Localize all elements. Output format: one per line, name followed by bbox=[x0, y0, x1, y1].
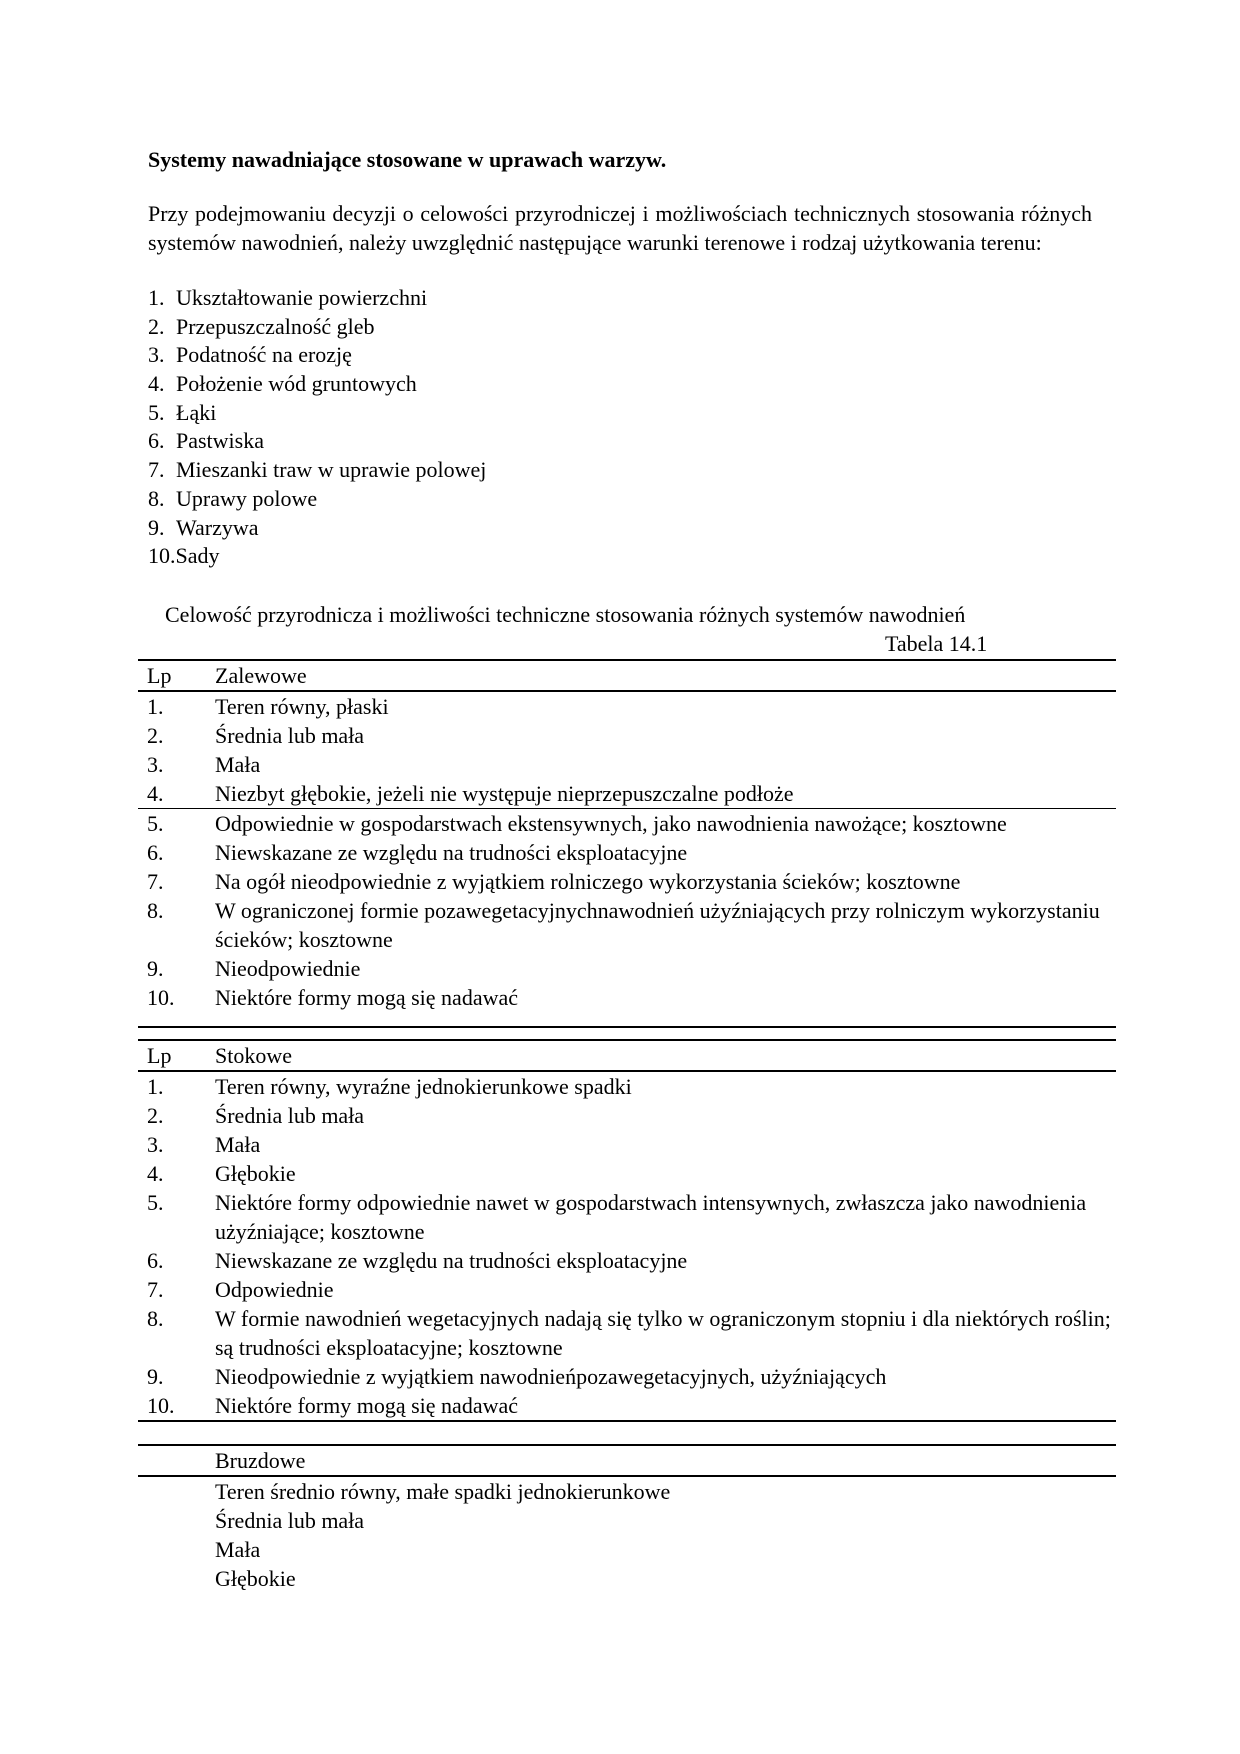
row-lp: 4. bbox=[147, 781, 164, 806]
list-item bbox=[148, 341, 1048, 370]
row-lp: 2. bbox=[147, 723, 164, 748]
row-text: Teren równy, płaski bbox=[215, 694, 389, 719]
system-name: Zalewowe bbox=[215, 663, 307, 688]
list-number: 2. bbox=[148, 313, 165, 339]
table-header bbox=[138, 1041, 1116, 1070]
table-bruzdowe bbox=[138, 1444, 1116, 1593]
list-number: 8. bbox=[148, 485, 165, 511]
table-row bbox=[138, 1246, 1116, 1275]
table-stokowe bbox=[138, 1039, 1116, 1422]
row-lp bbox=[138, 1506, 215, 1535]
list-item bbox=[148, 284, 1048, 313]
list-number: 3. bbox=[148, 342, 165, 368]
table-row bbox=[138, 721, 1116, 750]
table-row bbox=[138, 1072, 1116, 1101]
table-row bbox=[138, 838, 1116, 867]
list-text: Pastwiska bbox=[176, 428, 264, 454]
document-title: Systemy nawadniające stosowane w uprawach warzyw. bbox=[148, 147, 667, 172]
table-row bbox=[138, 896, 1116, 954]
row-lp: 5. bbox=[147, 811, 164, 836]
table-row bbox=[138, 1506, 1116, 1535]
table-row bbox=[138, 750, 1116, 779]
row-text: Na ogół nieodpowiednie z wyjątkiem rolniczego wykorzystania ścieków; kosztowne bbox=[215, 869, 961, 894]
row-lp bbox=[138, 1477, 215, 1506]
list-text: Podatność na erozję bbox=[176, 342, 352, 368]
row-lp: 2. bbox=[147, 1103, 164, 1128]
intro-paragraph: Przy podejmowaniu decyzji o celowości przyrodniczej i możliwościach technicznych stosowania różnych systemów nawodnień, należy uwzględnić następujące warunki terenowe i rodzaj użytkowania terenu: bbox=[148, 201, 1092, 255]
table-header bbox=[138, 661, 1116, 690]
row-text: Niektóre formy mogą się nadawać bbox=[215, 1393, 518, 1418]
row-lp: 3. bbox=[147, 752, 164, 777]
row-text: Głębokie bbox=[215, 1161, 296, 1186]
row-text: W formie nawodnień wegetacyjnych nadają się tylko w ograniczonym stopniu i dla niektórych roślin; są trudności eksploatacyjne; kosztowne bbox=[215, 1306, 1111, 1360]
row-text: Teren średnio równy, małe spadki jednokierunkowe bbox=[215, 1479, 671, 1504]
list-item bbox=[148, 427, 1048, 456]
row-lp bbox=[138, 1564, 215, 1593]
row-text: Mała bbox=[215, 1132, 261, 1157]
row-text: W ograniczonej formie pozawegetacyjnychnawodnień użyźniających przy rolniczym wykorzystaniu ścieków; kosztowne bbox=[215, 898, 1100, 952]
row-text: Odpowiednie w gospodarstwach ekstensywnych, jako nawodnienia nawożące; kosztowne bbox=[215, 811, 1007, 836]
list-text: Ukształtowanie powierzchni bbox=[176, 285, 428, 310]
lp-header: Lp bbox=[147, 1043, 172, 1068]
list-item bbox=[148, 399, 1048, 428]
row-lp: 3. bbox=[147, 1132, 164, 1157]
row-lp bbox=[138, 1535, 215, 1564]
list-text: Przepuszczalność gleb bbox=[176, 313, 375, 339]
lp-header: Lp bbox=[147, 663, 172, 688]
table-row bbox=[138, 1362, 1116, 1391]
list-number: 1. bbox=[148, 285, 165, 310]
row-text: Mała bbox=[215, 752, 261, 777]
row-lp: 6. bbox=[147, 1248, 164, 1273]
row-lp: 10. bbox=[147, 985, 175, 1010]
list-number: 10. bbox=[148, 543, 176, 569]
row-lp: 9. bbox=[147, 1364, 164, 1389]
table-row bbox=[138, 954, 1116, 983]
lp-header bbox=[138, 1446, 215, 1475]
row-text: Niewskazane ze względu na trudności eksploatacyjne bbox=[215, 840, 688, 865]
table-row bbox=[138, 1477, 1116, 1506]
row-text: Nieodpowiednie z wyjątkiem nawodnieńpozawegetacyjnych, użyźniających bbox=[215, 1364, 887, 1389]
list-number: 7. bbox=[148, 457, 165, 483]
list-item bbox=[148, 514, 1048, 543]
list-number: 9. bbox=[148, 514, 165, 540]
list-number: 6. bbox=[148, 428, 165, 454]
conditions-list bbox=[148, 284, 1048, 571]
table-bottom-rule bbox=[138, 1026, 1116, 1028]
list-item bbox=[148, 542, 1048, 571]
row-text: Niewskazane ze względu na trudności eksploatacyjne bbox=[215, 1248, 688, 1273]
row-lp: 6. bbox=[147, 840, 164, 865]
row-lp: 4. bbox=[147, 1161, 164, 1186]
row-lp: 5. bbox=[147, 1190, 164, 1215]
table-caption: Celowość przyrodnicza i możliwości techniczne stosowania różnych systemów nawodnień bbox=[165, 602, 966, 627]
row-lp: 9. bbox=[147, 956, 164, 981]
row-text: Niektóre formy mogą się nadawać bbox=[215, 985, 518, 1010]
row-lp: 7. bbox=[147, 1277, 164, 1302]
table-row bbox=[138, 1130, 1116, 1159]
table-row bbox=[138, 867, 1116, 896]
table-number: Tabela 14.1 bbox=[885, 631, 988, 656]
system-name: Bruzdowe bbox=[215, 1448, 306, 1473]
table-row bbox=[138, 1535, 1116, 1564]
row-text: Teren równy, wyraźne jednokierunkowe spadki bbox=[215, 1074, 632, 1099]
list-text: Łąki bbox=[176, 399, 217, 425]
table-row bbox=[138, 1391, 1116, 1420]
list-number: 5. bbox=[148, 399, 165, 425]
table-row bbox=[138, 1188, 1116, 1246]
row-text: Niezbyt głębokie, jeżeli nie występuje nieprzepuszczalne podłoże bbox=[215, 781, 794, 806]
table-bottom-rule bbox=[138, 1420, 1116, 1422]
row-lp: 1. bbox=[147, 694, 164, 719]
table-row bbox=[138, 1159, 1116, 1188]
list-item bbox=[148, 485, 1048, 514]
row-text: Niektóre formy odpowiednie nawet w gospodarstwach intensywnych, zwłaszcza jako nawodnienia użyźniające; kosztowne bbox=[215, 1190, 1087, 1244]
row-lp: 10. bbox=[147, 1393, 175, 1418]
row-text: Średnia lub mała bbox=[215, 1508, 365, 1533]
row-lp: 8. bbox=[147, 1306, 164, 1331]
row-text: Głębokie bbox=[215, 1566, 296, 1591]
list-text: Sady bbox=[175, 543, 220, 569]
table-row bbox=[138, 692, 1116, 721]
table-zalewowe bbox=[138, 659, 1116, 1028]
list-text: Uprawy polowe bbox=[176, 485, 318, 511]
list-item bbox=[148, 456, 1048, 485]
row-lp: 8. bbox=[147, 898, 164, 923]
list-text: Mieszanki traw w uprawie polowej bbox=[176, 457, 487, 483]
system-name: Stokowe bbox=[215, 1043, 292, 1068]
table-row bbox=[138, 1564, 1116, 1593]
row-lp: 7. bbox=[147, 869, 164, 894]
row-text: Odpowiednie bbox=[215, 1277, 334, 1302]
row-text: Średnia lub mała bbox=[215, 723, 365, 748]
list-number: 4. bbox=[148, 371, 165, 397]
table-row bbox=[138, 809, 1116, 838]
list-item bbox=[148, 370, 1048, 399]
row-text: Średnia lub mała bbox=[215, 1103, 365, 1128]
table-row bbox=[138, 983, 1116, 1012]
list-text: Położenie wód gruntowych bbox=[176, 371, 417, 397]
list-item bbox=[148, 313, 1048, 342]
table-row bbox=[138, 1304, 1116, 1362]
list-text: Warzywa bbox=[176, 514, 259, 540]
table-row bbox=[138, 779, 1116, 808]
row-text: Mała bbox=[215, 1537, 261, 1562]
table-header bbox=[138, 1446, 1116, 1475]
row-lp: 1. bbox=[147, 1074, 164, 1099]
row-text: Nieodpowiednie bbox=[215, 956, 361, 981]
table-row bbox=[138, 1101, 1116, 1130]
table-row bbox=[138, 1275, 1116, 1304]
